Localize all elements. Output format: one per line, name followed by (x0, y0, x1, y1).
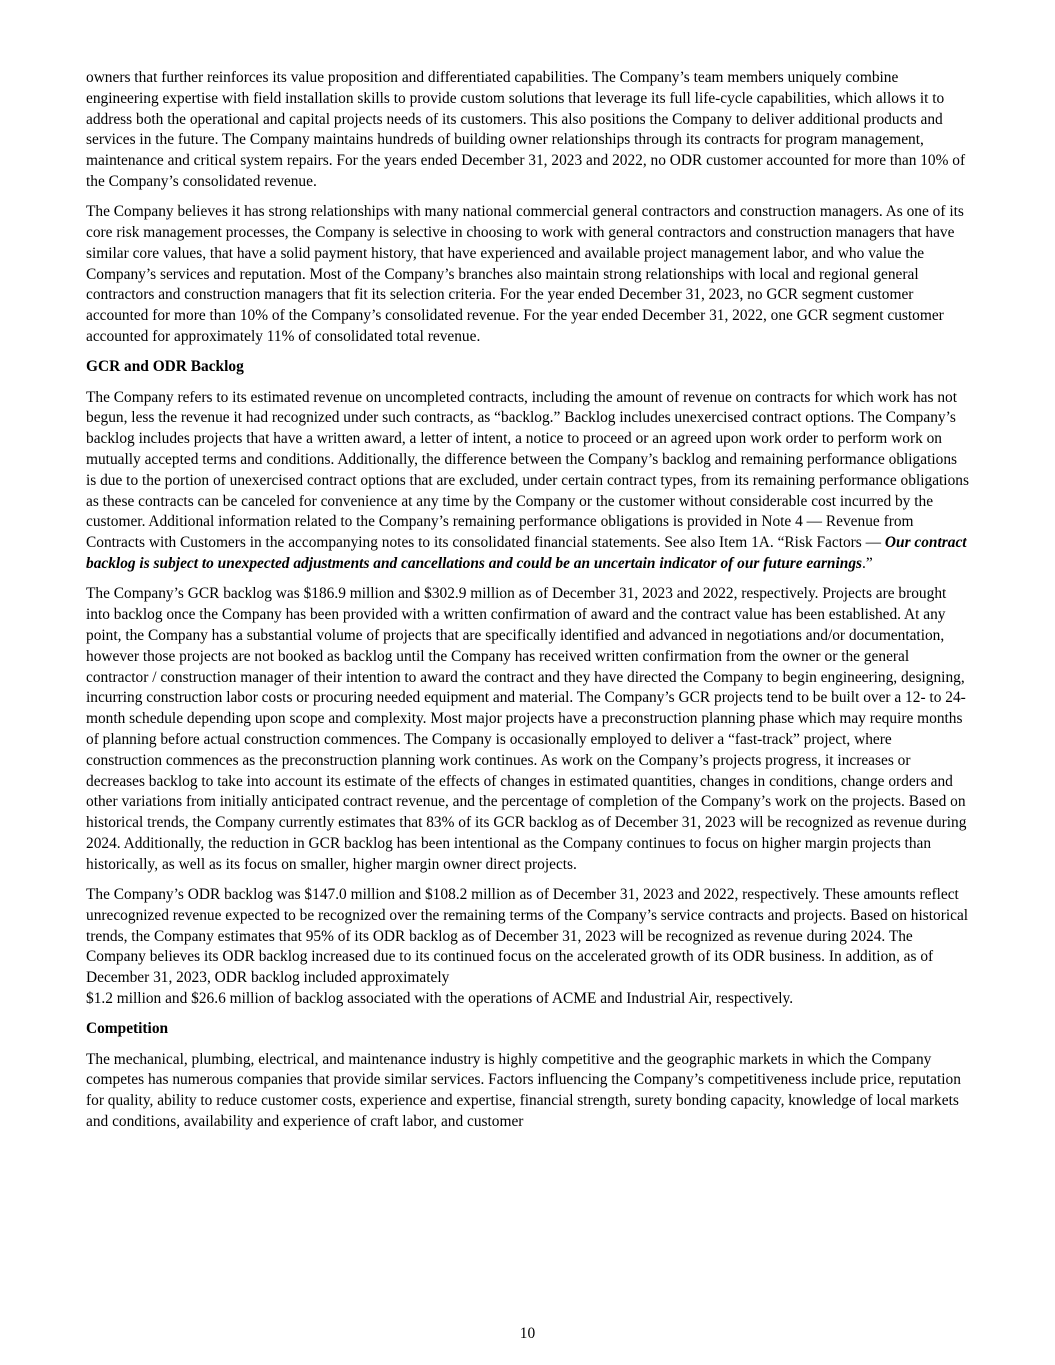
paragraph-backlog-definition (86, 388, 970, 575)
section-heading-competition: Competition (86, 1020, 169, 1038)
backlog-definition-text: The Company refers to its estimated revenue on uncompleted contracts, including the amount of revenue on contracts for which work has not begun, less the revenue it had recognized under such contracts, as “backlog.” Backlog includes unexercised contract options. The Company’s backlog includes projects that have a written award, a letter of intent, a notice to proceed or an agreed upon work order to perform work on mutually accepted terms and conditions. Additionally, the difference between the Company’s backlog and remaining performance obligations is due to the portion of unexercised contract options that are excluded, under certain contract types, from its remaining performance obligations as these contracts can be canceled for convenience at any time by the Company or the customer without considerable cost incurred by the customer. Additional information related to the Company’s remaining performance obligations is provided in Note 4 — Revenue from Contracts with Customers in the accompanying notes to its consolidated financial statements. See also Item 1A. “Risk Factors — (86, 388, 969, 552)
backlog-definition-end: .” (862, 555, 873, 573)
paragraph-odr-customers: owners that further reinforces its value proposition and differentiated capabilities. The Company’s team members uniquely combine engineering expertise with field installation skills to provide custom solutions that leverage its full life-cycle capabilities, which allows it to address both the operational and capital projects needs of its customers. This also positions the Company to deliver additional products and services in the future. The Company maintains hundreds of building owner relationships through its contracts for program management, maintenance and critical system repairs. For the years ended December 31, 2023 and 2022, no ODR customer accounted for more than 10% of the Company’s consolidated revenue. (86, 69, 966, 190)
page-number: 10 (519, 1325, 536, 1342)
risk-factor-title: Our contract backlog is subject to unexpected adjustments and cancellations and could be an uncertain indicator of our future earnings (86, 534, 967, 573)
paragraph-gcr-backlog: The Company’s GCR backlog was $186.9 million and $302.9 million as of December 31, 2023 and 2022, respectively. Projects are brought into backlog once the Company has been provided with a written confirmation of award and the contract value has been established. At any point, the Company has a substantial volume of projects that are specifically identified and advanced in negotiations and/or documentation, however those projects are not booked as backlog until the Company has received written confirmation from the owner or the general contractor / construction manager of their intention to award the contract and they have directed the Company to begin engineering, designing, incurring construction labor costs or procuring needed equipment and material. The Company’s GCR projects tend to be built over a 12- to 24-month schedule depending upon scope and complexity. Most major projects have a preconstruction planning phase which may require months of planning before actual construction commences. The Company is occasionally employed to deliver a “fast-track” project, where construction commences as the preconstruction planning work continues. As work on the Company’s projects progress, it increases or decreases backlog to take into account its estimate of the effects of changes in estimated quantities, changes in conditions, change orders and other variations from initially anticipated contract revenue, and the percentage of completion of the Company’s work on the projects. Based on historical trends, the Company currently estimates that 83% of its GCR backlog as of December 31, 2023 will be recognized as revenue during 2024. Additionally, the reduction in GCR backlog has been intentional as the Company continues to focus on higher margin projects than historically, as well as its focus on smaller, higher margin owner direct projects. (86, 585, 967, 873)
section-heading-backlog: GCR and ODR Backlog (86, 358, 244, 376)
paragraph-odr-backlog (86, 885, 970, 1010)
paragraph-competition: The mechanical, plumbing, electrical, and maintenance industry is highly competitive and the geographic markets in which the Company competes has numerous companies that provide similar services. Factors influencing the Company’s competitiveness include price, reputation for quality, ability to reduce customer costs, experience and expertise, financial strength, surety bonding capacity, knowledge of local markets and conditions, availability and experience of craft labor, and customer (86, 1050, 961, 1130)
odr-backlog-text: The Company’s ODR backlog was $147.0 million and $108.2 million as of December 31, 2023 and 2022, respectively. These amounts reflect unrecognized revenue expected to be recognized over the remaining terms of the Company’s service contracts and projects. Based on historical trends, the Company estimates that 95% of its ODR backlog as of December 31, 2023 will be recognized as revenue during 2024. The Company believes its ODR backlog increased due to its continued focus on the accelerated growth of its ODR business. In addition, as of December 31, 2023, ODR backlog included approximately (86, 885, 969, 987)
odr-backlog-acquisitions: $1.2 million and $26.6 million of backlog associated with the operations of ACME and Industrial Air, respectively. (86, 989, 794, 1007)
document-body (86, 68, 970, 1142)
paragraph-gcr-relationships: The Company believes it has strong relationships with many national commercial general contractors and construction managers. As one of its core risk management processes, the Company is selective in choosing to work with general contractors and construction managers that have similar core values, that have a solid payment history, that have experienced and available project management labor, and who value the Company’s services and reputation. Most of the Company’s branches also maintain strong relationships with local and regional general contractors and construction managers that fit its selection criteria. For the year ended December 31, 2023, no GCR segment customer accounted for more than 10% of the Company’s consolidated revenue. For the year ended December 31, 2022, one GCR segment customer accounted for approximately 11% of consolidated total revenue. (86, 203, 964, 346)
